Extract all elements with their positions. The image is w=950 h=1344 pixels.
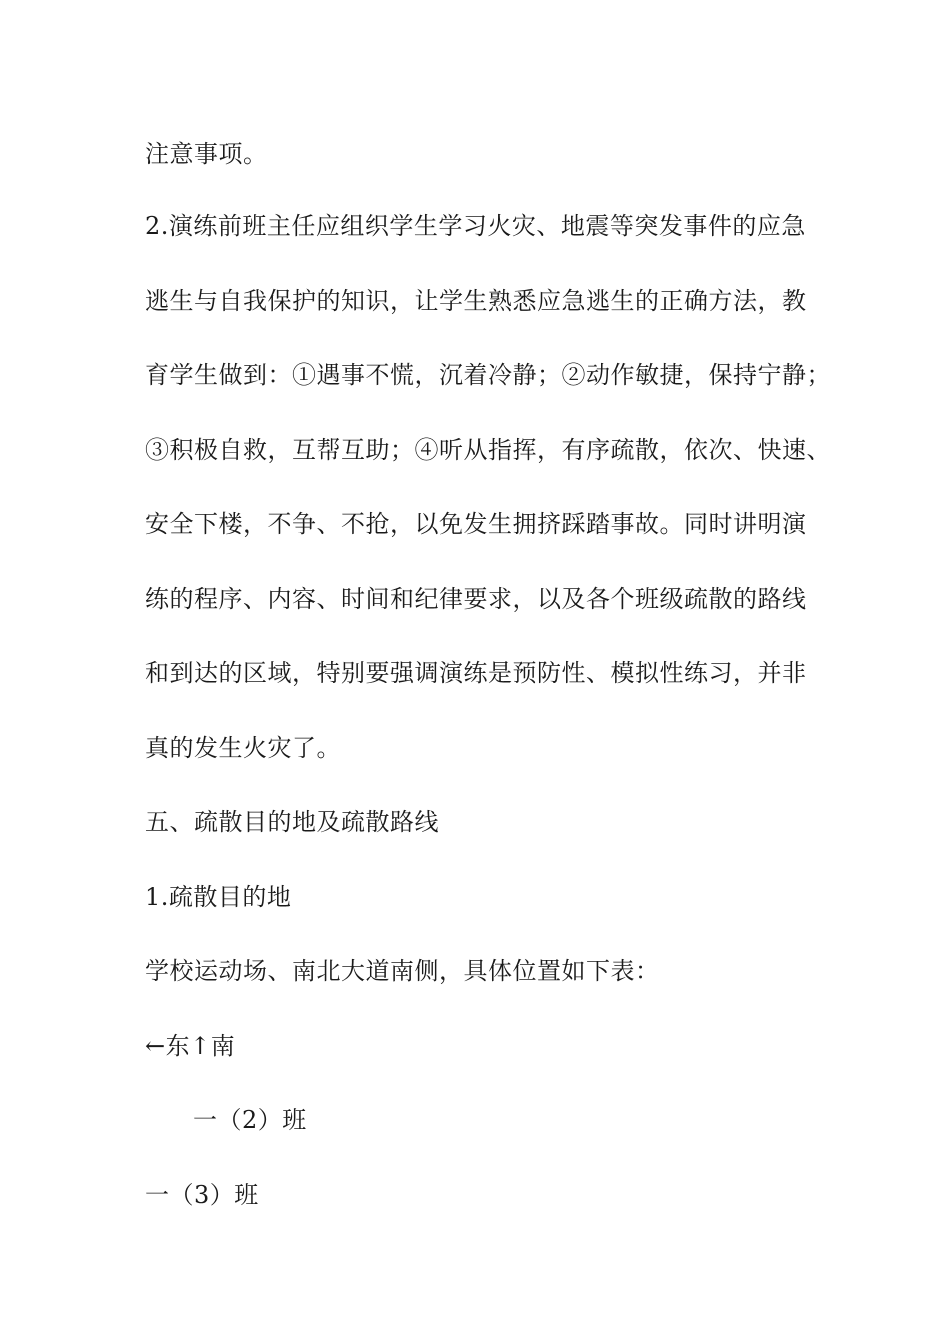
paragraph-line: 逃生与自我保护的知识，让学生熟悉应急逃生的正确方法，教	[145, 287, 807, 315]
paragraph-line: 注意事项。	[145, 140, 268, 168]
paragraph-line: 学校运动场、南北大道南侧，具体位置如下表：	[145, 957, 660, 985]
direction-legend: ←东↑南	[145, 1032, 236, 1060]
paragraph-line: 和到达的区域，特别要强调演练是预防性、模拟性练习，并非	[145, 659, 807, 687]
paragraph-line: 育学生做到：①遇事不慌，沉着冷静；②动作敏捷，保持宁静；	[145, 361, 831, 389]
paragraph-line: ③积极自救，互帮互助；④听从指挥，有序疏散，依次、快速、	[145, 436, 831, 464]
class-label: 一（3）班	[145, 1181, 259, 1209]
paragraph-line: 2.演练前班主任应组织学生学习火灾、地震等突发事件的应急	[145, 212, 806, 240]
class-label: 一（2）班	[193, 1106, 307, 1134]
subsection-heading: 1.疏散目的地	[145, 883, 292, 911]
section-heading: 五、疏散目的地及疏散路线	[145, 808, 439, 836]
paragraph-line: 安全下楼，不争、不抢，以免发生拥挤踩踏事故。同时讲明演	[145, 510, 807, 538]
paragraph-line: 真的发生火灾了。	[145, 734, 341, 762]
paragraph-line: 练的程序、内容、时间和纪律要求，以及各个班级疏散的路线	[145, 585, 807, 613]
